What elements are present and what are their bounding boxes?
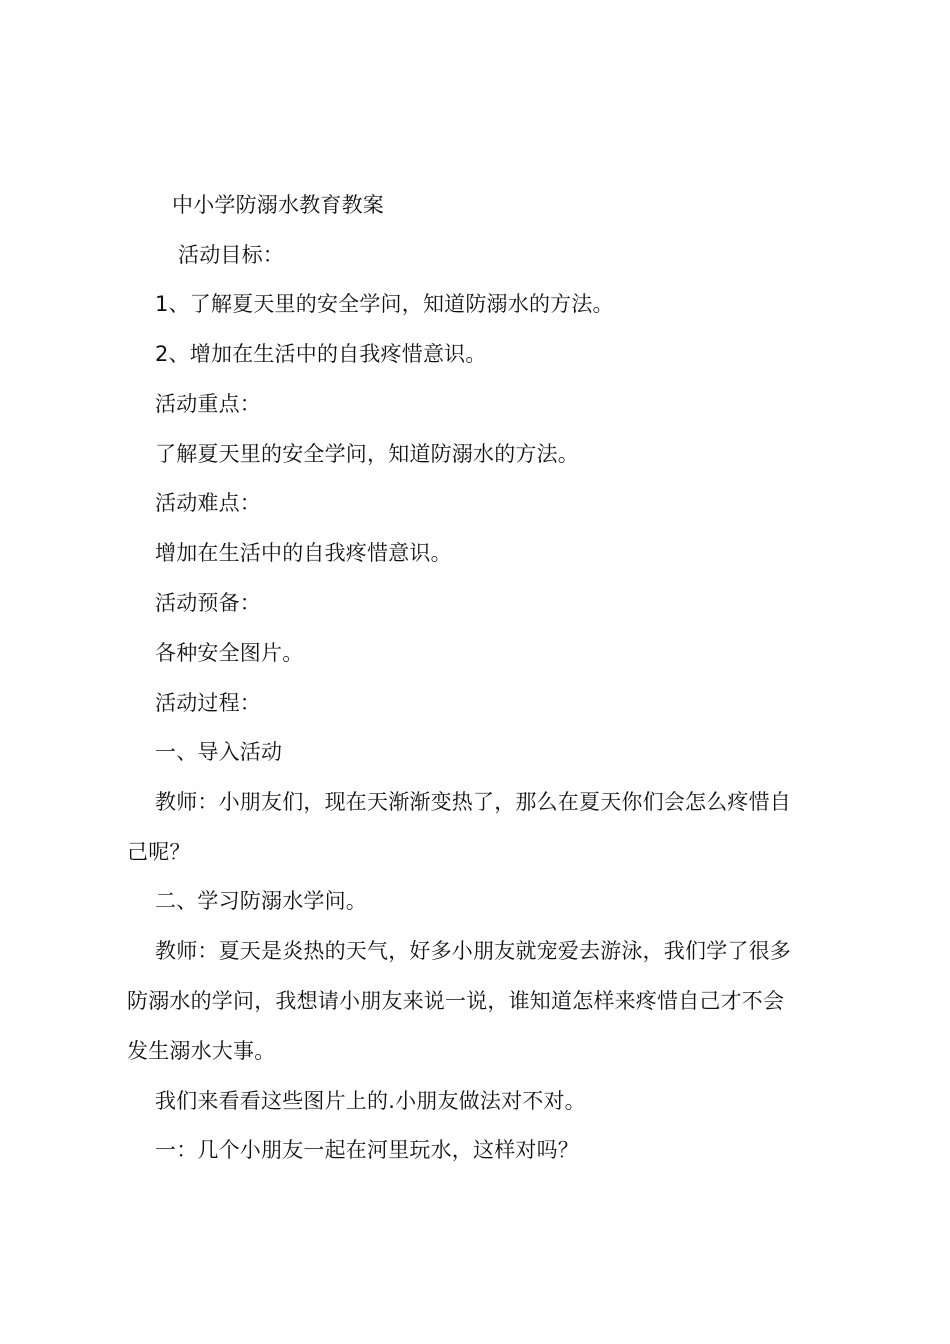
prep-heading: 活动预备： [155,591,261,615]
process-heading: 活动过程： [155,691,261,715]
difficulty-text: 增加在生活中的自我疼惜意识。 [155,541,452,565]
teacher-paragraph-1-line-1: 教师：小朋友们，现在天渐渐变热了，那么在夏天你们会怎么疼惜自 [155,790,791,814]
teacher-paragraph-2-line-2: 防溺水的学问，我想请小朋友来说一说，谁知道怎样来疼惜自己才不会 [127,989,785,1013]
objective-2: 2、增加在生活中的自我疼惜意识。 [155,342,487,366]
document-title: 中小学防溺水教育教案 [172,193,384,217]
teacher-paragraph-2-line-3: 发生溺水大事。 [127,1039,276,1063]
objectives-heading: 活动目标： [178,243,284,267]
question-1: 一：几个小朋友一起在河里玩水，这样对吗？ [155,1138,579,1162]
teacher-paragraph-2-line-1: 教师：夏天是炎热的天气，好多小朋友就宠爱去游泳，我们学了很多 [155,939,791,963]
difficulty-heading: 活动难点： [155,491,261,515]
objective-1: 1、了解夏天里的安全学问，知道防溺水的方法。 [155,292,614,316]
look-at-pictures-text: 我们来看看这些图片上的.小朋友做法对不对。 [155,1089,586,1113]
teacher-paragraph-1-line-2: 己呢？ [127,840,191,864]
key-heading: 活动重点： [155,392,261,416]
key-text: 了解夏天里的安全学问，知道防溺水的方法。 [155,442,579,466]
prep-text: 各种安全图片。 [155,641,304,665]
step-2-heading: 二、学习防溺水学问。 [155,889,367,913]
step-1-heading: 一、导入活动 [155,740,283,764]
